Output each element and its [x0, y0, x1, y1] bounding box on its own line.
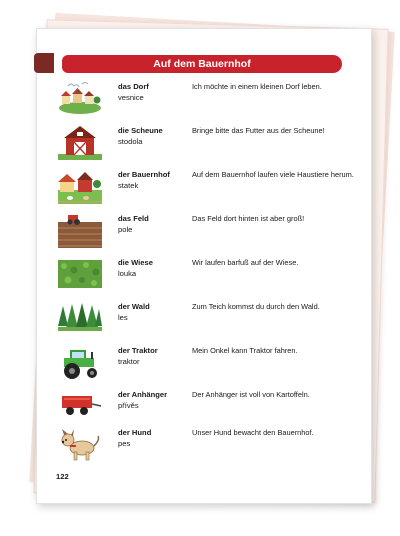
- example-sentence: Auf dem Bauernhof laufen viele Haustiere herum.: [192, 170, 354, 179]
- czech-word: vesnice: [118, 93, 144, 102]
- example-sentence: Ich möchte in einem kleinen Dorf leben.: [192, 82, 322, 91]
- czech-word: stodola: [118, 137, 143, 146]
- example-sentence: Der Anhänger ist voll von Kartoffeln.: [192, 390, 310, 399]
- czech-word: přívěs: [118, 401, 139, 410]
- german-word: das Feld: [118, 214, 149, 223]
- german-word: der Hund: [118, 428, 152, 437]
- trailer-icon: [58, 388, 102, 424]
- german-word: die Scheune: [118, 126, 163, 135]
- german-word: das Dorf: [118, 82, 149, 91]
- vocab-row-wald: [58, 300, 368, 340]
- vocab-row-scheune: [58, 124, 368, 164]
- example-sentence: Mein Onkel kann Traktor fahren.: [192, 346, 298, 355]
- czech-word: louka: [118, 269, 137, 278]
- page-number: 122: [56, 472, 69, 481]
- vocab-row-wiese: [58, 256, 368, 296]
- vocab-row-anhaenger: [58, 388, 368, 428]
- czech-word: pes: [118, 439, 131, 448]
- village-icon: [58, 80, 102, 116]
- czech-word: pole: [118, 225, 133, 234]
- vocab-row-feld: [58, 212, 368, 252]
- dog-icon: [58, 426, 102, 462]
- forest-icon: [58, 300, 102, 336]
- german-word: der Wald: [118, 302, 150, 311]
- vocab-row-bauernhof: [58, 168, 368, 208]
- czech-word: traktor: [118, 357, 140, 366]
- example-sentence: Wir laufen barfuß auf der Wiese.: [192, 258, 299, 267]
- german-word: der Anhänger: [118, 390, 168, 399]
- vocab-row-hund: [58, 426, 368, 466]
- farm-icon: [58, 168, 102, 204]
- german-word: der Bauernhof: [118, 170, 170, 179]
- vocab-row-dorf: [58, 80, 368, 120]
- section-title: Auf dem Bauernhof: [153, 58, 251, 70]
- field-icon: [58, 212, 102, 248]
- example-sentence: Zum Teich kommst du durch den Wald.: [192, 302, 320, 311]
- german-word: die Wiese: [118, 258, 153, 267]
- chapter-tab: [34, 53, 54, 73]
- german-word: der Traktor: [118, 346, 158, 355]
- example-sentence: Das Feld dort hinten ist aber groß!: [192, 214, 305, 223]
- section-header: [62, 55, 342, 73]
- barn-icon: [58, 124, 102, 160]
- czech-word: statek: [118, 181, 139, 190]
- tractor-icon: [58, 344, 102, 380]
- vocab-row-traktor: [58, 344, 368, 384]
- meadow-icon: [58, 256, 102, 292]
- example-sentence: Bringe bitte das Futter aus der Scheune!: [192, 126, 325, 135]
- czech-word: les: [118, 313, 128, 322]
- example-sentence: Unser Hund bewacht den Bauernhof.: [192, 428, 314, 437]
